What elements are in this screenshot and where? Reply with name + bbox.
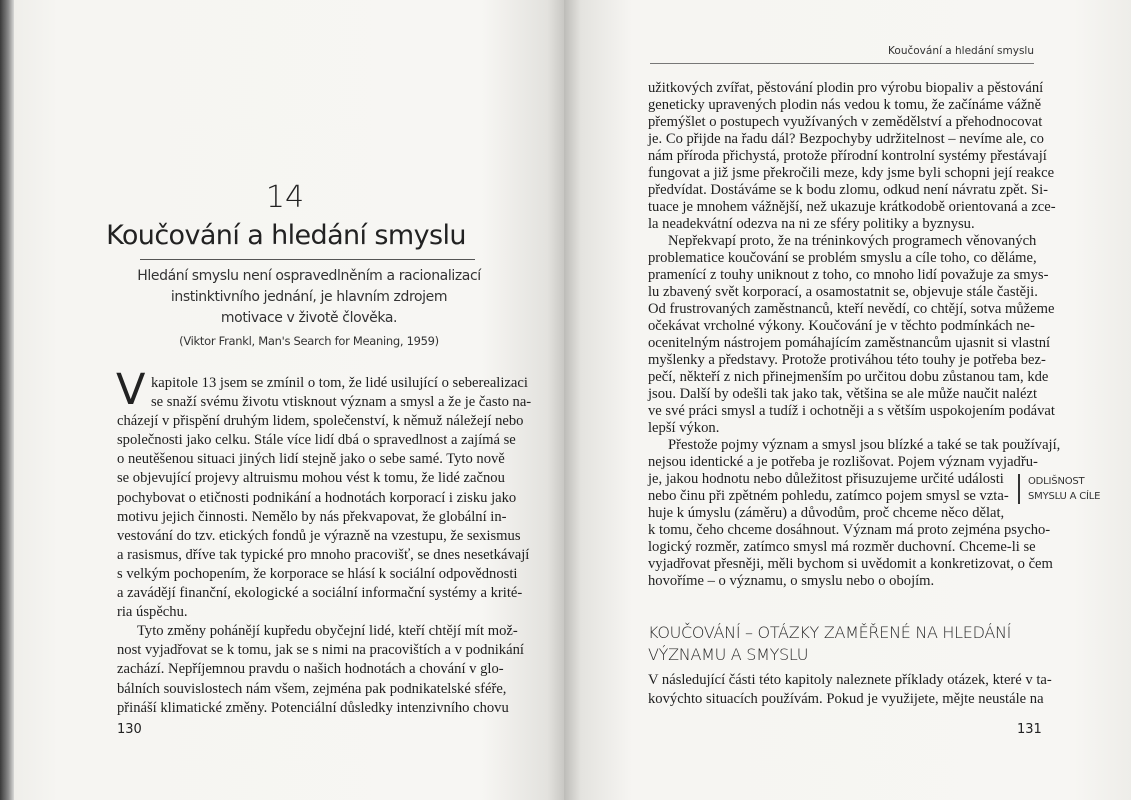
text-line: hovoříme – o významu, o smyslu nebo o obojím. [648,573,935,589]
text-line: kovýchto situacích používám. Pokud je využijete, mějte neustále na [648,691,1044,708]
right-page [564,0,1131,800]
scan-edge-shadow [0,0,14,800]
running-head-rule [650,63,1034,64]
drop-cap: V [116,365,146,415]
margin-note [1018,474,1100,504]
left-page [14,0,564,800]
text-line: k tomu, čeho chceme dosáhnout. Význam má proto zejména psycho- [648,522,1051,538]
section-heading-line: KOUČOVÁNÍ – OTÁZKY ZAMĚŘENÉ NA HLEDÁNÍ [648,623,1012,642]
text-line: V následující části této kapitoly naleznete příklady otázek, které v ta- [648,672,1052,688]
text-line: logický rozměr, zatímco smysl má rozměr duchovní. Chceme-li se [648,539,1036,555]
running-head: Koučování a hledání smyslu [888,45,1034,57]
text-line: problematice koučování se problém smyslu a cíle toho, co děláme, [648,250,1037,266]
text-line: užitkových zvířat, pěstování plodin pro výrobu biopaliv a pěstování [648,80,1044,96]
text-line: nost vyjadřovat se k tomu, jak se s nimi na pracovištích a v podnikání [117,642,524,659]
text-line: bálních souvislostech nám všem, zejména pak podnikatelské sféře, [117,680,507,697]
text-line: kapitole 13 jsem se zmínil o tom, že lidé usilující o seberealizaci [151,375,528,391]
text-line: s velkým pochopením, že korporace se hlásí k sociální odpovědnosti [117,565,518,582]
text-line: je, jakou hodnotu nebo důležitost přisuzujeme určité události [648,471,1004,487]
margin-note-line: SMYSLU A CÍLE [1028,491,1101,502]
text-line: vestování do tzv. etických fondů je výrazně na vzestupu, že sexismus [117,527,521,544]
text-line: nebo činu při zpětném pohledu, zatímco pojem smysl se vzta- [648,488,1009,504]
text-line: huje k úmyslu (záměru) a důvodům, proč chceme něco dělat, [648,505,1005,521]
chapter-number: 14 [265,180,305,215]
margin-note-line: ODLIŠNOST [1028,476,1085,487]
epigraph-line: instinktivního jednání, je hlavním zdrojem [170,289,448,305]
text-line: je. Co přijde na řadu dál? Bezpochyby udržitelnost – nevíme ale, co [648,131,1044,147]
text-line: pochybovat o etičnosti podnikání a hodnotách korporací i zisku jako [117,489,517,506]
paragraph [648,80,1056,233]
text-line: la neadekvátní odezva na ni ze sféry politiky a byznysu. [648,216,975,232]
text-line: o neutěšenou situaci jiných lidí stejně jako o sebe samé. Tyto nově [117,451,505,468]
text-line: a rasismus, dříve tak typické pro mnoho pracovišť, se dnes nesetkávají [117,546,530,563]
text-line: přemýšlet o postupech využívaných v zemědělství a přehodnocovat [648,114,1043,130]
text-line: předvídat. Dostáváme se k bodu zlomu, odkud není návratu zpět. Si- [648,182,1049,198]
text-line: geneticky upravených plodin nás vedou k tomu, že začínáme vážně [648,97,1042,113]
text-line: cházejí v přispění druhým lidem, společenství, k němuž náležejí nebo [117,413,524,430]
section-heading-line: VÝZNAMU A SMYSLU [648,645,809,664]
text-line: tuace je mnohem vážnější, než ukazuje krátkodobě orientovaná a zce- [648,199,1056,215]
text-line: pečí, někteří z nich přinejmenším po určitou dobu zůstanou tam, kde [648,369,1049,385]
text-line: lu zbavený svět korporací, a osamostatnit se, objevuje stále častěji. [648,284,1038,300]
text-line: jsou. Další by odešli tak jako tak, většina se ale může naučit nalézt [648,386,1038,402]
paragraph [648,671,1052,709]
text-line: Přestože pojmy význam a smysl jsou blízké a také se tak používají, [668,437,1061,453]
epigraph-line: Hledání smyslu není ospravedlněním a racionalizací [137,268,481,284]
text-line: se objevující projevy altruismu mohou vést k tomu, že lidé začnou [117,470,505,487]
page-number-right: 131 [1017,722,1042,737]
epigraph-citation: (Viktor Frankl, Man's Search for Meaning, 1959) [179,334,439,348]
text-line: pramenící z touhy uniknout z toho, co mnoho lidí považuje za smys- [648,267,1049,283]
chapter-title: Koučování a hledání smyslu [106,220,466,251]
section-body-text [648,671,1052,709]
text-line: Tyto změny pohánějí kupředu obyčejní lidé, kteří chtějí mít mož- [137,623,518,640]
text-line: Od frustrovaných zaměstnanců, kteří nevědí, co chtějí, sotva můžeme [648,301,1055,317]
text-line: zachází. Nepříjemnou pravdu o našich hodnotách a chování v glo- [117,661,504,678]
text-line: a zavádějí finanční, ekologické a sociální informační systémy a krité- [117,585,523,602]
paragraph [117,622,524,717]
text-line: ocenitelným nástrojem pomáhajícím zaměstnancům ujasnit si vlastní [648,335,1051,351]
text-line: Nepřekvapí proto, že na tréninkových programech věnovaných [668,233,1037,249]
page-number-left: 130 [117,722,142,737]
text-line: fungovat a již jsme překročili meze, kdy jsme byli schopni její reakce [648,165,1055,181]
text-line: ve své práci smysl a tudíž i ochotněji a s větším uspokojením podávat [648,403,1055,419]
text-line: se snaží svému životu vtisknout význam a smysl a že je často na- [151,394,532,411]
chapter-title-rule [140,259,475,260]
text-line: nejsou identické a je potřeba je rozlišovat. Pojem význam vyjadřu- [648,454,1038,470]
section-heading [648,622,1048,666]
paragraph [648,233,1055,437]
text-line: přináší klimatické změny. Potenciální důsledky intenzivního chovu [117,699,509,716]
epigraph [104,266,514,353]
epigraph-line: motivace v životě člověka. [220,310,398,326]
text-line: společnosti jako celku. Stále více lidí dbá o spravedlnost a zajímá se [117,432,516,449]
text-line: motivu jejich činnosti. Nemělo by nás překvapovat, že globální in- [117,508,507,525]
text-line: lepší výkon. [648,420,720,436]
left-body-text [117,374,532,718]
text-line: myšlenky a představy. Protože protiváhou této touhy je potřeba bez- [648,352,1046,368]
text-line: ria úspěchu. [117,604,188,621]
text-line: očekávat vrcholné výkony. Koučování je v těchto podmínkách ne- [648,318,1035,334]
text-line: nám příroda přichystá, protože přírodní kontrolní systémy přestávají [648,148,1047,164]
paragraph [117,374,532,622]
text-line: vyjadřovat přesněji, měli bychom si uvědomit a konkretizovat, o čem [648,556,1053,572]
